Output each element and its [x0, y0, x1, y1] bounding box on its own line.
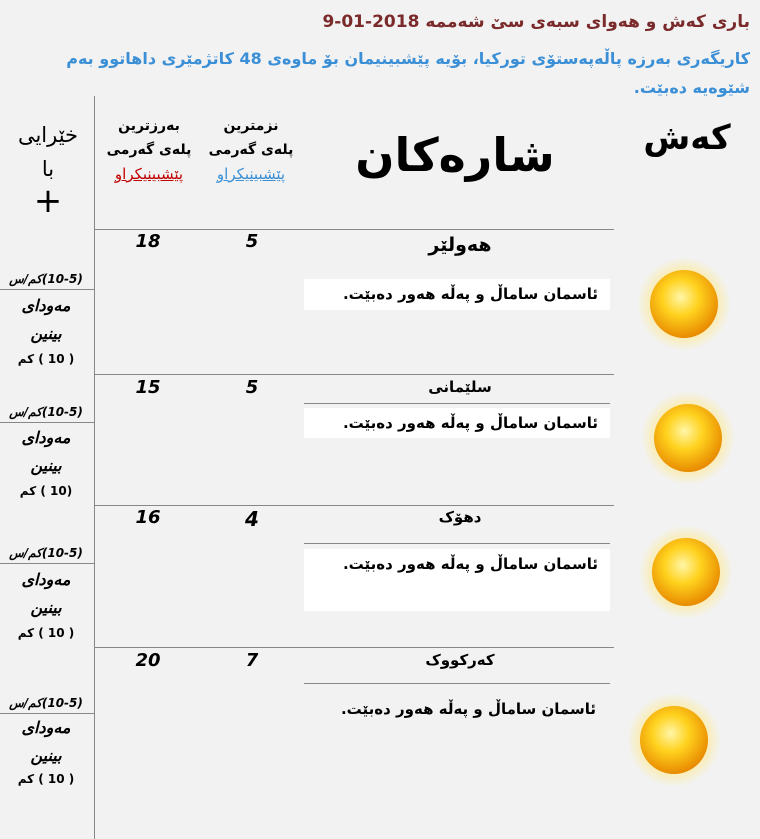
- visibility-label: مەودای: [21, 428, 71, 447]
- wind-column-header: [2, 118, 94, 221]
- min-temp-header-line1: نزمترین: [223, 118, 279, 134]
- visibility-value: ( 10 ) کم: [17, 352, 75, 366]
- city-name: هەولێر: [428, 234, 492, 256]
- max-temp-value: 16: [135, 507, 161, 528]
- city-name: سلێمانی: [428, 378, 492, 396]
- max-temp-value: 15: [135, 377, 161, 398]
- grid-line-header: [94, 229, 614, 230]
- weather-column-header: کەش: [643, 118, 731, 158]
- sun-icon: [636, 256, 732, 352]
- cities-column-header: شارەکان: [355, 128, 555, 182]
- visibility-label: مەودای: [21, 570, 71, 589]
- wind-speed: (10-5)کم/س: [9, 405, 83, 419]
- visibility-label: بینین: [30, 598, 62, 617]
- max-temp-value: 18: [135, 231, 161, 252]
- visibility-value: ( 10 ) کم: [17, 772, 75, 786]
- min-temp-header-line2: پلەی گەرمی: [208, 142, 294, 158]
- max-temp-header-line1: بەرزترین: [118, 118, 180, 134]
- min-temp-value: 4: [245, 507, 259, 531]
- description-rule: [304, 683, 610, 684]
- visibility-label: بینین: [30, 746, 62, 765]
- max-temp-value: 20: [135, 650, 161, 671]
- wind-speed: (10-5)کم/س: [9, 272, 83, 286]
- visibility-label: مەودای: [21, 718, 71, 737]
- sun-icon: [638, 524, 734, 620]
- grid-line-row-2: [94, 505, 614, 506]
- visibility-label: بینین: [30, 324, 62, 343]
- min-temp-value: 5: [245, 377, 259, 398]
- min-temp-column-header: [202, 114, 300, 186]
- grid-line-row-1: [94, 374, 614, 375]
- description-rule: [304, 543, 610, 544]
- weather-description: ئاسمان ساماڵ و پەڵە هەور دەبێت.: [304, 408, 610, 438]
- page-subtitle: کاریگەری بەرزە پاڵەپەستۆی تورکیا، بۆیە پێشبینیمان بۆ ماوەی 48 کاتژمێری داهاتوو بەم شێوەیە دەبێت.: [66, 49, 750, 97]
- weather-description: ئاسمان ساماڵ و پەڵە هەور دەبێت.: [340, 700, 596, 718]
- weather-description: ئاسمان ساماڵ و پەڵە هەور دەبێت.: [304, 549, 610, 611]
- wind-speed: (10-5)کم/س: [9, 696, 83, 710]
- min-temp-value: 7: [245, 650, 259, 671]
- max-temp-header-line3: پێشبینیکراو: [114, 165, 184, 183]
- sun-icon: [626, 692, 722, 788]
- wind-divider: [0, 422, 94, 423]
- wind-divider: [0, 289, 94, 290]
- weather-description: ئاسمان ساماڵ و پەڵە هەور دەبێت.: [304, 279, 610, 310]
- max-temp-column-header: [100, 114, 198, 186]
- visibility-value: ( 10 ) کم: [17, 626, 75, 640]
- city-name: دهۆک: [438, 508, 482, 526]
- wind-header-line1: خێرایی: [17, 123, 79, 147]
- max-temp-header-line2: پلەی گەرمی: [106, 142, 192, 158]
- sun-icon: [640, 390, 736, 486]
- grid-line-row-3: [94, 647, 614, 648]
- plus-icon: +: [33, 181, 63, 221]
- min-temp-header-line3: پێشبینیکراو: [216, 165, 286, 183]
- description-rule: [304, 403, 610, 404]
- visibility-value: (10 ) کم: [19, 484, 73, 498]
- wind-speed: (10-5)کم/س: [9, 546, 83, 560]
- city-name: کەرکووک: [425, 651, 495, 669]
- page-title: باری کەش و هەوای سبەی سێ شەممە 2018-01-9: [322, 12, 750, 32]
- wind-header-line2: با: [41, 157, 55, 181]
- visibility-label: بینین: [30, 456, 62, 475]
- wind-divider: [0, 563, 94, 564]
- grid-line-left: [94, 96, 95, 839]
- min-temp-value: 5: [245, 231, 259, 252]
- visibility-label: مەودای: [21, 296, 71, 315]
